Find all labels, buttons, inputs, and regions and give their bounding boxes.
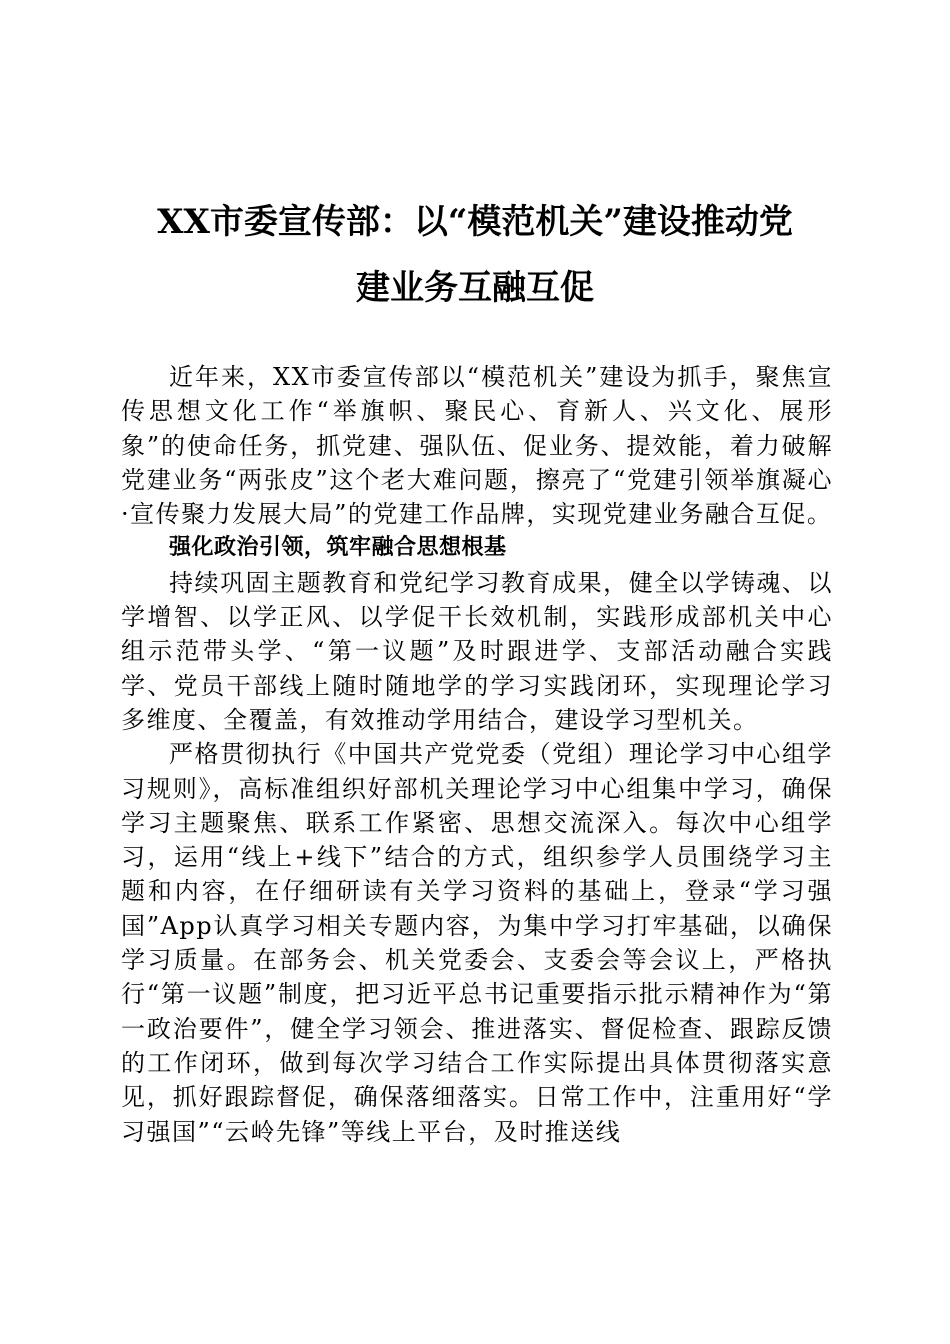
paragraph-study-rules: 严格贯彻执行《中国共产党党委（党组）理论学习中心组学习规则》，高标准组织好部机关理论学习中心组集中学习，确保学习主题聚焦、联系工作紧密、思想交流深入。每次中心组学习，运用“线上+线下”结合的方式，组织参学人员围绕学习主题和内容，在仔细研读有关学习资料的基础上，登录“学习强国”App认真学习相关专题内容，为集中学习打牢基础，以确保学习质量。在部务会、机关党委会、支委会等会议上，严格执行“第一议题”制度，把习近平总书记重要指示批示精神作为“第一政治要件”，健全学习领会、推进落实、督促检查、跟踪反馈的工作闭环，做到每次学习结合工作实际提出具体贯彻落实意见，抓好跟踪督促，确保落细落实。日常工作中，注重用好“学习强国”“云岭先锋”等线上平台，及时推送线	[121, 740, 833, 1146]
document-title-line-2: 建业务互融互促	[356, 268, 594, 308]
paragraph-study-mechanism: 持续巩固主题教育和党纪学习教育成果，健全以学铸魂、以学增智、以学正风、以学促干长效机制，实践形成部机关中心组示范带头学、“第一议题”及时跟进学、支部活动融合实践学、党员干部线上随时随地学的学习实践闭环，实现理论学习多维度、全覆盖，有效推动学用结合，建设学习型机关。	[121, 568, 833, 734]
section-heading: 强化政治引领，筑牢融合思想根基	[169, 535, 507, 561]
paragraph-intro: 近年来，XX市委宣传部以“模范机关”建设为抓手，聚焦宣传思想文化工作“举旗帜、聚民心、育新人、兴文化、展形象”的使命任务，抓党建、强队伍、促业务、提效能，着力破解党建业务“两张皮”这个老大难问题，擦亮了“党建引领举旗凝心·宣传聚力发展大局”的党建工作品牌，实现党建业务融合互促。	[121, 363, 833, 529]
document-body	[121, 360, 833, 1149]
document-title-line-1: XX市委宣传部：以“模范机关”建设推动党	[157, 202, 793, 242]
